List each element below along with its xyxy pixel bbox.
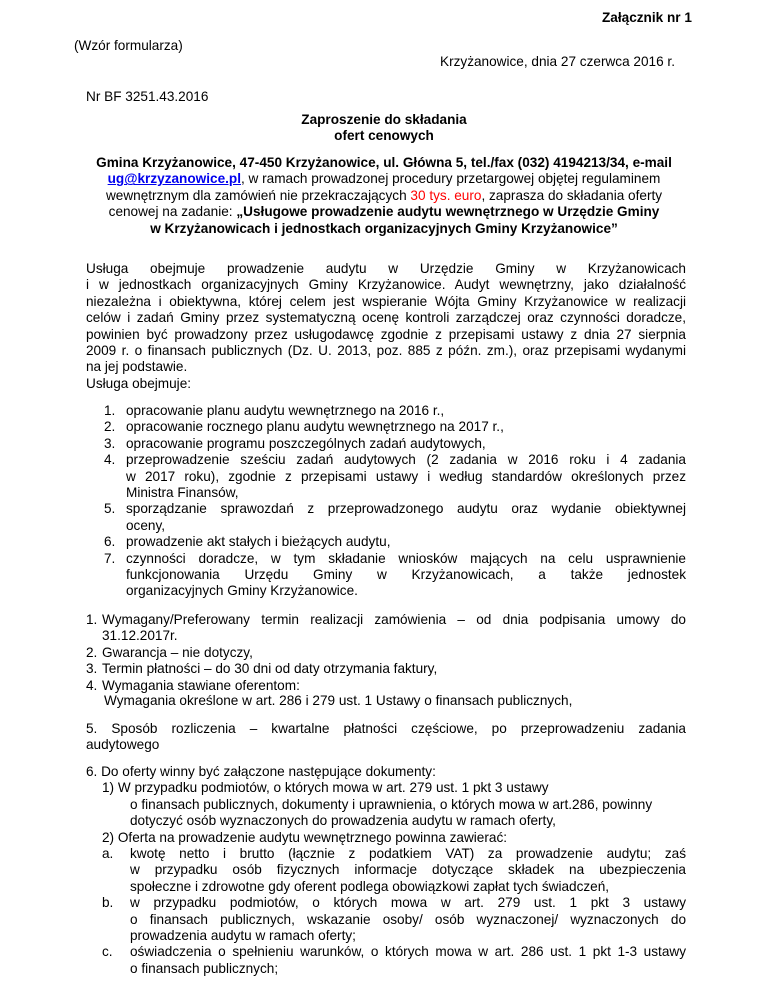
doc-item xyxy=(102,846,686,895)
intro-line-4: cenowej na zadanie: „Usługowe prowadzenie audytu wewnętrznego w Urzędzie Gminy xyxy=(108,204,660,220)
scope-item-text: oceny, xyxy=(126,517,166,533)
attachment-label: Załącznik nr 1 xyxy=(602,10,692,25)
scope-item xyxy=(104,419,686,435)
scope-item-number: 5. xyxy=(104,501,116,517)
body-line: i w jednostkach organizacyjnych Gminy Krzyżanowice. Audyt wewnętrzny, jako działalność xyxy=(86,277,686,293)
term-item-text: Gwarancja – nie dotyczy, xyxy=(102,644,253,660)
intro-line-2: ug@krzyzanowice.pl, w ramach prowadzonej procedury przetargowej objętej regulaminem xyxy=(107,171,661,187)
intro-line-3: wewnętrznym dla zamówień nie przekraczających 30 tys. euro, zaprasza do składania oferty xyxy=(105,187,663,203)
body-line: Usługa obejmuje prowadzenie audytu w Urzędzie Gminy w Krzyżanowicach xyxy=(86,261,686,276)
doc-item xyxy=(102,895,686,944)
doc-point-2: 2) Oferta na prowadzenie audytu wewnętrznego powinna zawierać: xyxy=(102,829,508,845)
scope-item xyxy=(104,534,686,550)
term-item xyxy=(86,661,686,677)
body-line: powinien być prowadzony przez usługodawcę zgodnie z przepisami ustawy z dnia 27 sierpnia xyxy=(86,326,686,342)
doc-item-number: b. xyxy=(102,895,114,911)
scope-item-text: sporządzanie sprawozdań z przeprowadzonego audytu oraz wydanie obiektywnej xyxy=(126,501,686,517)
documents-heading: 6. Do oferty winny być załączone następujące dokumenty: xyxy=(86,764,436,779)
service-description xyxy=(86,261,686,392)
doc-point-1: 1) W przypadku podmiotów, o których mowa w art. 279 ust. 1 pkt 3 ustawy o finansach publicznych, dokumenty i uprawnienia, o których mowa w art.286, powinny dotyczyć osób wyznaczonych do prowadzenia audytu w ramach oferty, xyxy=(102,780,653,829)
scope-list xyxy=(104,403,686,600)
doc-item-text: oświadczenia o spełnieniu warunków, o których mowa w art. 286 ust. 1 pkt 1-3 ustawy xyxy=(130,944,686,960)
scope-item-text: opracowanie rocznego planu audytu wewnętrznego na 2017 r., xyxy=(126,419,504,435)
scope-item-text: organizacyjnych Gminy Krzyżanowice. xyxy=(126,583,358,599)
body-line: Usługa obejmuje: xyxy=(86,375,192,391)
scope-item-number: 6. xyxy=(104,534,116,550)
scope-item-number: 4. xyxy=(104,452,116,468)
scope-item-number: 2. xyxy=(104,419,116,435)
terms-list xyxy=(86,612,686,694)
term-item-number: 4. xyxy=(86,677,98,693)
intro-line-1: Gmina Krzyżanowice, 47-450 Krzyżanowice, ul. Główna 5, tel./fax (032) 4194213/34, e-mail xyxy=(96,155,672,170)
scope-item-text: czynności doradcze, w tym składanie wniosków mających na celu usprawnienie xyxy=(126,550,686,566)
intro-line-5: w Krzyżanowicach i jednostkach organizacyjnych Gminy Krzyżanowice” xyxy=(150,220,618,236)
doc-items xyxy=(86,846,686,977)
settlement-section xyxy=(86,721,686,754)
title-line-1: Zaproszenie do składania xyxy=(301,112,467,127)
doc-item-text: w przypadku osób fizycznych informacje dotyczące składek na ubezpieczenia xyxy=(130,862,686,878)
term-item-text: 31.12.2017r. xyxy=(102,628,178,644)
scope-item-text: opracowanie planu audytu wewnętrznego na 2016 r., xyxy=(126,403,445,418)
scope-item-text: Ministra Finansów, xyxy=(126,485,239,501)
threshold-amount: 30 tys. euro xyxy=(410,187,482,203)
doc-item-text: w przypadku podmiotów, o których mowa w art. 279 ust. 1 pkt 3 ustawy xyxy=(130,895,686,911)
scope-item-text: w 2017 roku), zgodnie z przepisami ustawy i według standardów określonych przez xyxy=(126,468,686,484)
place-date: Krzyżanowice, dnia 27 czerwca 2016 r. xyxy=(440,54,675,69)
scope-item-number: 1. xyxy=(104,403,116,418)
scope-item-text: funkcjonowania Urzędu Gminy w Krzyżanowicach, a także jednostek xyxy=(126,567,686,583)
body-line: celów i zadań Gminy przez systematyczną ocenę kontroli zarządczej oraz czynności doradcze, xyxy=(86,310,686,326)
term-item-text: Wymagania stawiane oferentom: xyxy=(102,677,300,693)
reference-number: Nr BF 3251.43.2016 xyxy=(86,89,209,104)
scope-item-text: prowadzenie akt stałych i bieżących audytu, xyxy=(126,534,391,550)
documents-section xyxy=(86,764,686,977)
doc-item-number: c. xyxy=(102,944,113,960)
email-link[interactable]: ug@krzyzanowice.pl xyxy=(107,171,241,187)
doc-item-text: prowadzenia audytu w ramach oferty; xyxy=(130,928,356,944)
intro-paragraph xyxy=(60,155,708,237)
doc-item-text: o finansach publicznych; xyxy=(130,960,279,976)
doc-item-text: o finansach publicznych, wskazanie osoby/ osób wyznaczonej/ wyznaczonych do xyxy=(130,911,686,927)
template-note: (Wzór formularza) xyxy=(74,38,183,53)
scope-item xyxy=(104,551,686,600)
scope-item xyxy=(104,403,686,419)
term-item-text: Wymagany/Preferowany termin realizacji zamówienia – od dnia podpisania umowy do xyxy=(102,612,686,627)
term-item-number: 1. xyxy=(86,612,98,627)
doc-item xyxy=(102,944,686,977)
scope-item xyxy=(104,501,686,534)
title-line-2: ofert cenowych xyxy=(334,128,434,144)
term-item-text: Termin płatności – do 30 dni od daty otrzymania faktury, xyxy=(102,661,438,677)
page-title xyxy=(0,112,768,145)
doc-item-text: kwotę netto i brutto (łącznie z podatkiem VAT) za prowadzenie audytu; zaś xyxy=(130,846,686,862)
scope-item-text: przeprowadzenie sześciu zadań audytowych (2 zadania w 2016 roku i 4 zadania xyxy=(126,452,686,468)
settlement-line-1: 5. Sposób rozliczenia – kwartalne płatności częściowe, po przeprowadzeniu zadania xyxy=(86,721,686,736)
term-item-number: 2. xyxy=(86,644,98,660)
term-item-number: 3. xyxy=(86,661,98,677)
body-line: niezależna i obiektywna, której celem jest wspieranie Wójta Gminy Krzyżanowice w realizacji xyxy=(86,293,686,309)
body-line: 2009 r. o finansach publicznych (Dz. U. 2013, poz. 885 z późn. zm.), oraz przepisami wydanymi xyxy=(86,343,686,359)
scope-item-number: 7. xyxy=(104,550,116,566)
doc-item-number: a. xyxy=(102,846,114,862)
body-line: na jej podstawie. xyxy=(86,359,188,375)
scope-item-text: opracowanie programu poszczególnych zadań audytowych, xyxy=(126,435,486,451)
settlement-line-2: audytowego xyxy=(86,737,160,753)
scope-item-number: 3. xyxy=(104,435,116,451)
scope-item xyxy=(104,452,686,501)
term-item xyxy=(86,678,686,694)
scope-item xyxy=(104,436,686,452)
term-item xyxy=(86,645,686,661)
requirements-line: Wymagania określone w art. 286 i 279 ust. 1 Ustawy o finansach publicznych, xyxy=(104,693,573,708)
doc-item-text: społeczne i zdrowotne gdy oferent podlega obowiązkowi zapłat tych świadczeń, xyxy=(130,878,610,894)
term-item xyxy=(86,612,686,645)
